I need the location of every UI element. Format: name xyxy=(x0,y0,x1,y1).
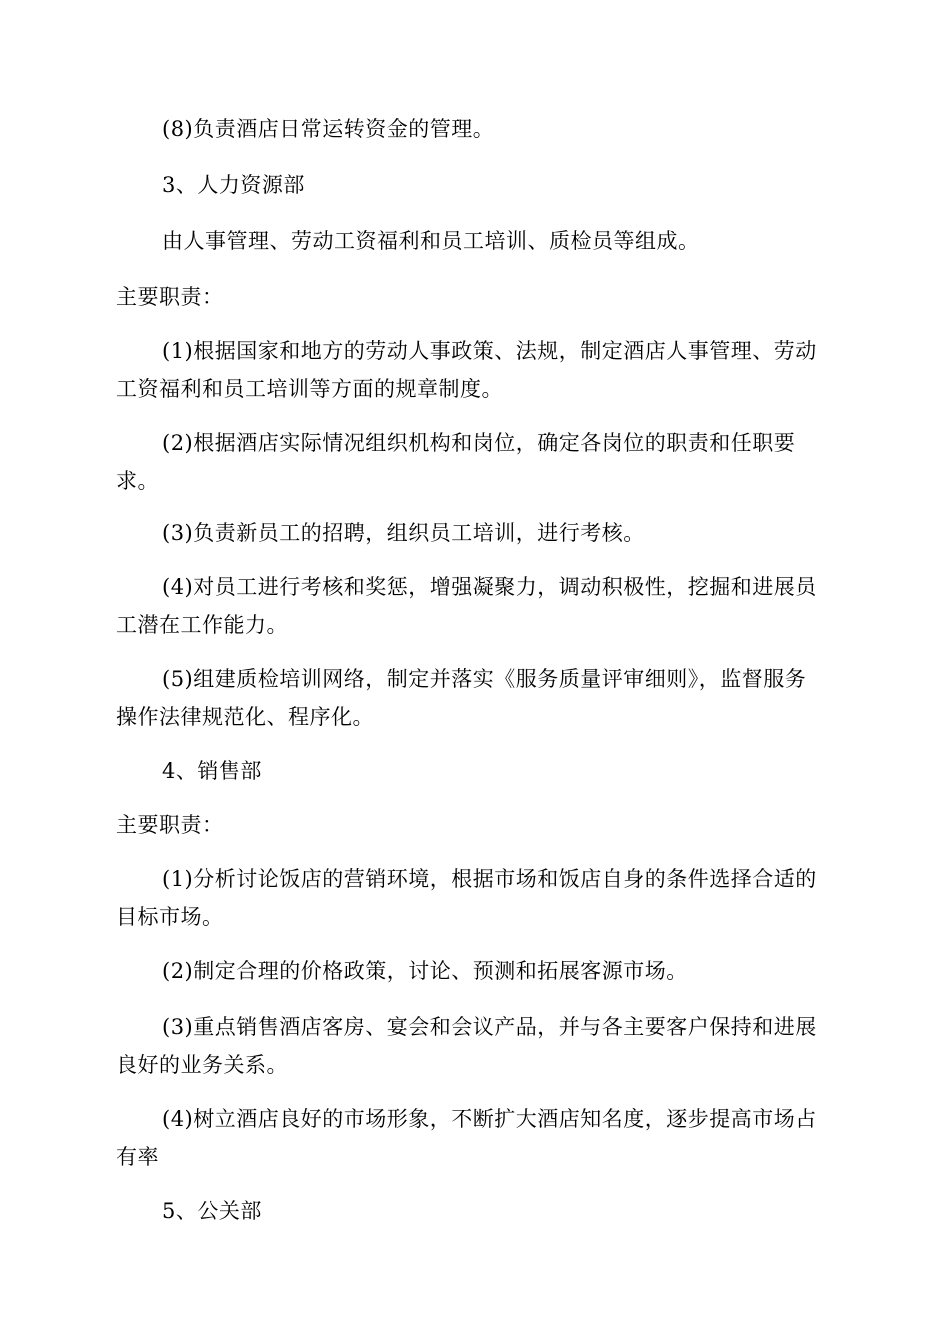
paragraph-hr-composition: 由人事管理、劳动工资福利和员工培训、质检员等组成。 xyxy=(162,229,700,253)
paragraph-hr-duty-1: (1)根据国家和地方的劳动人事政策、法规，制定酒店人事管理、劳动工资福利和员工培训等方面的规章制度。 xyxy=(116,339,817,401)
paragraph-hr-duty-4: (4)对员工进行考核和奖惩，增强凝聚力，调动积极性，挖掘和进展员工潜在工作能力。 xyxy=(116,575,817,637)
paragraph-sales-duty-2: (2)制定合理的价格政策，讨论、预测和拓展客源市场。 xyxy=(162,959,688,983)
paragraph-main-duties-label: 主要职责： xyxy=(116,285,224,309)
section-heading-pr: 5、公关部 xyxy=(162,1199,262,1223)
section-heading-sales: 4、销售部 xyxy=(162,759,262,783)
paragraph-hr-duty-2: (2)根据酒店实际情况组织机构和岗位，确定各岗位的职责和任职要求。 xyxy=(116,431,796,493)
paragraph-sales-duty-1: (1)分析讨论饭店的营销环境，根据市场和饭店自身的条件选择合适的目标市场。 xyxy=(116,867,817,929)
paragraph-hr-duty-3: (3)负责新员工的招聘，组织员工培训，进行考核。 xyxy=(162,521,645,545)
paragraph-main-duties-label: 主要职责： xyxy=(116,813,224,837)
paragraph-sales-duty-3: (3)重点销售酒店客房、宴会和会议产品，并与各主要客户保持和进展良好的业务关系。 xyxy=(116,1015,817,1077)
paragraph-hr-duty-5: (5)组建质检培训网络，制定并落实《服务质量评审细则》，监督服务操作法律规范化、程序化。 xyxy=(116,667,807,729)
section-heading-hr: 3、人力资源部 xyxy=(162,173,305,197)
paragraph-sales-duty-4: (4)树立酒店良好的市场形象，不断扩大酒店知名度，逐步提高市场占有率 xyxy=(116,1107,817,1169)
paragraph-item-8-finance: (8)负责酒店日常运转资金的管理。 xyxy=(162,117,495,141)
